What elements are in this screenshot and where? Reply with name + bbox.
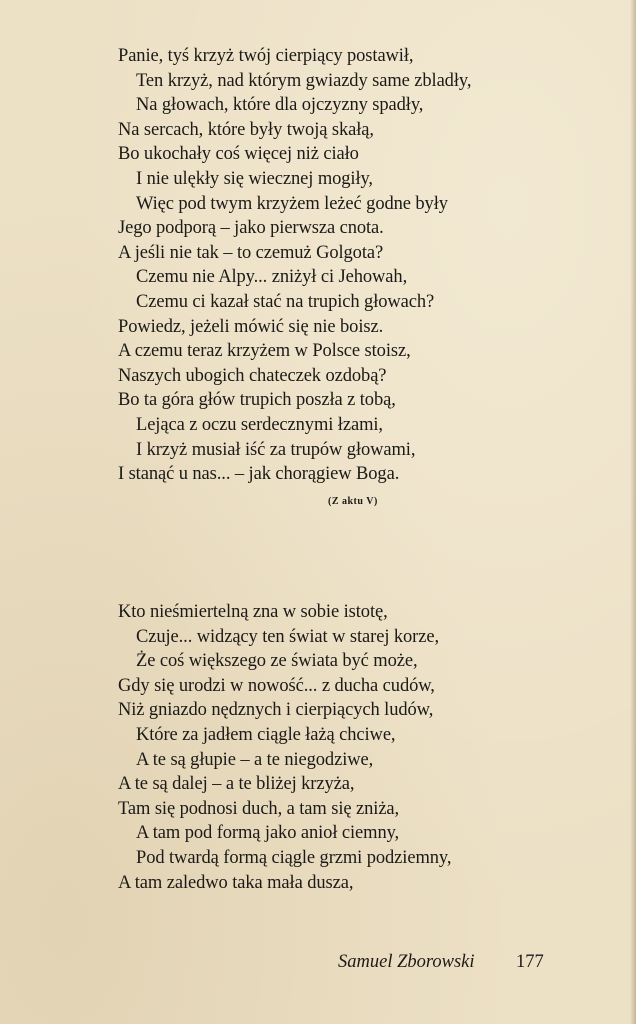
verse-line: I stanąć u nas... – jak chorągiew Boga. (118, 464, 400, 485)
verse-line: A te są dalej – a te bliżej krzyża, (118, 774, 355, 795)
verse-line: Czuje... widzący ten świat w starej korze, (136, 626, 439, 647)
running-footer-title: Samuel Zborowski (338, 952, 475, 972)
page-number: 177 (516, 952, 544, 972)
verse-line: Więc pod twym krzyżem leżeć godne były (136, 193, 448, 214)
verse-line: A jeśli nie tak – to czemuż Golgota? (118, 242, 384, 263)
verse-line: Bo ta góra głów trupich poszła z tobą, (118, 390, 396, 411)
verse-line: Na głowach, które dla ojczyzny spadły, (136, 95, 424, 116)
verse-line: Kto nieśmiertelną zna w sobie istotę, (118, 602, 388, 622)
verse-line: Które za jadłem ciągle łażą chciwe, (136, 725, 396, 745)
page-edge-shadow (630, 0, 636, 1024)
verse-line: Bo ukochały coś więcej niż ciało (118, 144, 359, 165)
verse-line: Pod twardą formą ciągle grzmi podziemny, (136, 848, 452, 868)
verse-line: Niż gniazdo nędznych i cierpiących ludów, (118, 700, 434, 721)
verse-line: Tam się podnosi duch, a tam się zniża, (118, 798, 400, 819)
verse-line: Naszych ubogich chateczek ozdobą? (118, 365, 387, 386)
verse-line: Na sercach, które były twoją skałą, (118, 119, 374, 140)
verse-line: A tam zaledwo taka mała dusza, (118, 872, 354, 893)
verse-line: Czemu ci kazał stać na trupich głowach? (136, 292, 435, 312)
verse-line: I krzyż musiał iść za trupów głowami, (136, 439, 416, 460)
verse-line: Jego podporą – jako pierwsza cnota. (118, 218, 384, 239)
verse-line: Czemu nie Alpy... zniżył ci Jehowah, (136, 267, 408, 288)
verse-line: A te są głupie – a te niegodziwe, (136, 749, 374, 770)
verse-line: I nie ulękły się wiecznej mogiły, (136, 169, 373, 189)
verse-line: Lejąca z oczu serdecznymi łzami, (136, 415, 383, 435)
verse-line: A czemu teraz krzyżem w Polsce stoisz, (118, 341, 411, 362)
source-note: (Z aktu V) (328, 496, 378, 507)
verse-line: Panie, tyś krzyż twój cierpiący postawił, (118, 46, 414, 66)
verse-line: Powiedz, jeżeli mówić się nie boisz. (118, 316, 384, 337)
verse-line: Że coś większego ze świata być może, (136, 651, 418, 672)
verse-line: Ten krzyż, nad którym gwiazdy same zbladły, (136, 70, 472, 91)
verse-line: A tam pod formą jako anioł ciemny, (136, 823, 400, 844)
verse-line: Gdy się urodzi w nowość... z ducha cudów, (118, 675, 435, 696)
